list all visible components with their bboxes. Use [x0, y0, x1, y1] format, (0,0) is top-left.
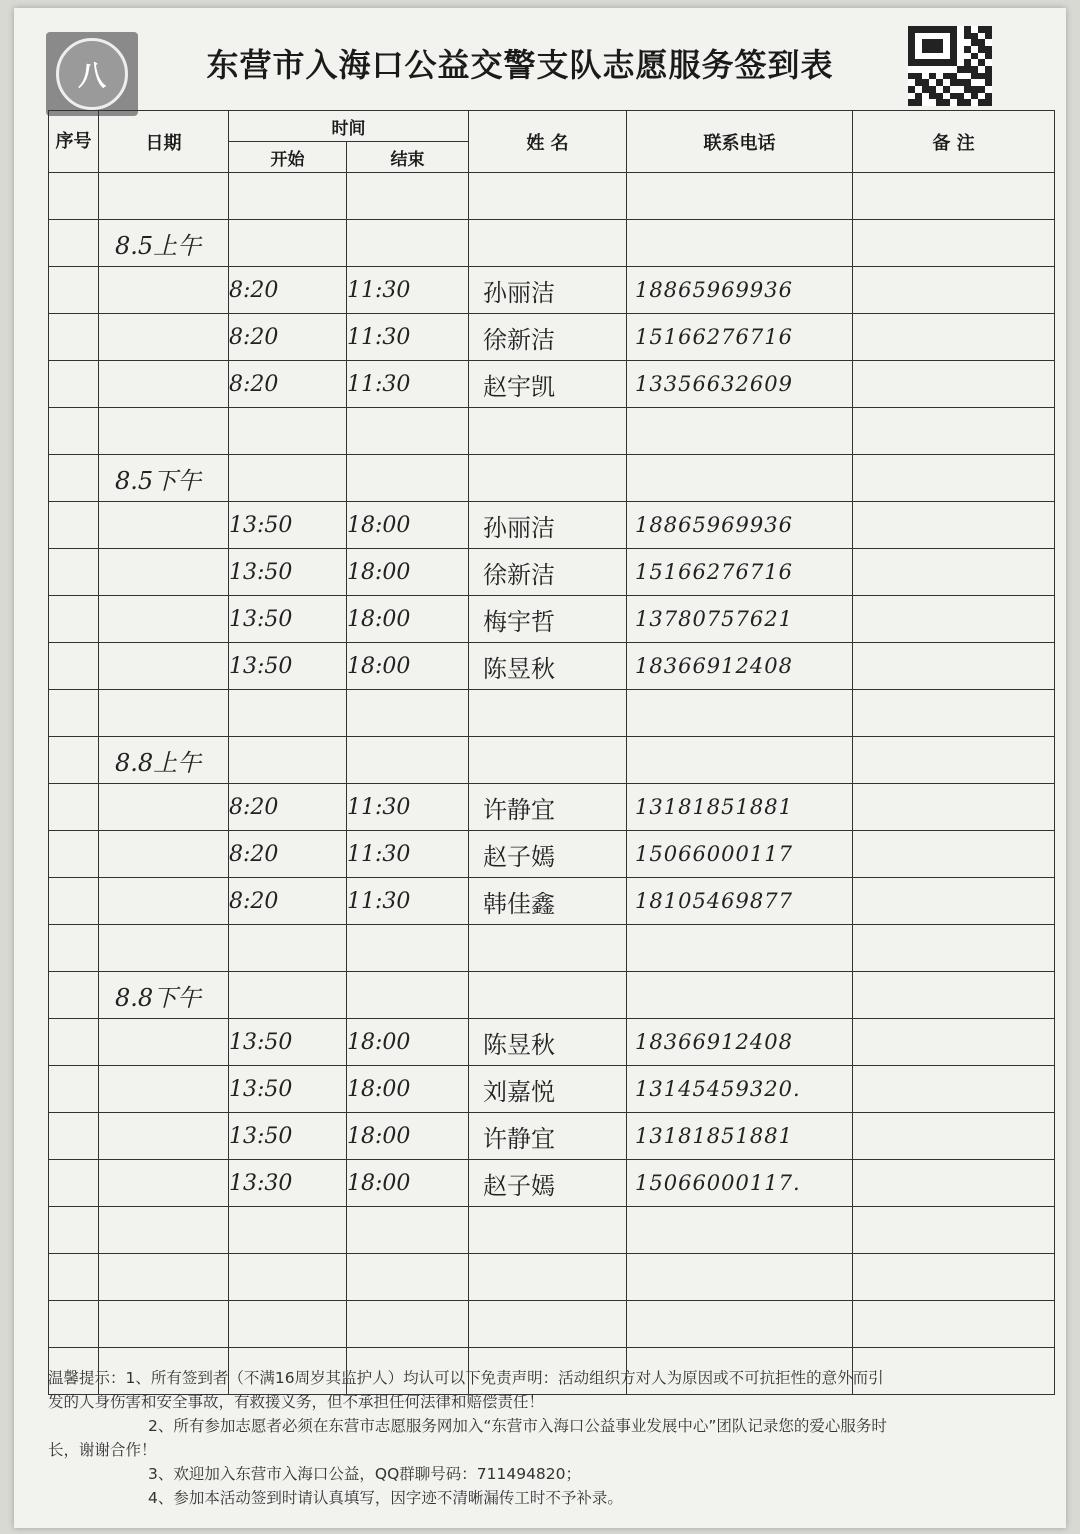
page-title: 东营市入海口公益交警支队志愿服务签到表 — [206, 46, 834, 84]
cell-start-time: 13:50 — [229, 1113, 347, 1160]
cell-remark — [853, 1301, 1055, 1348]
cell-name — [469, 972, 627, 1019]
table-row — [49, 408, 1055, 455]
cell-start-time: 8:20 — [229, 831, 347, 878]
note-line: 3、欢迎加入东营市入海口公益，QQ群聊号码：711494820； — [148, 1465, 582, 1483]
cell-seq — [49, 314, 99, 361]
cell-end-time: 18:00 — [347, 502, 469, 549]
cell-date — [99, 1207, 229, 1254]
cell-phone: 18366912408 — [627, 1019, 853, 1066]
table-row — [49, 878, 1055, 925]
cell-seq — [49, 408, 99, 455]
cell-seq — [49, 1160, 99, 1207]
cell-end-time: 18:00 — [347, 1113, 469, 1160]
cell-seq — [49, 173, 99, 220]
cell-seq — [49, 690, 99, 737]
cell-date — [99, 831, 229, 878]
cell-name: 梅宇哲 — [469, 596, 627, 643]
cell-end-time: 18:00 — [347, 549, 469, 596]
cell-start-time — [229, 690, 347, 737]
cell-end-time — [347, 1301, 469, 1348]
table-row — [49, 643, 1055, 690]
cell-date: 8.8下午 — [99, 972, 229, 1019]
cell-start-time — [229, 455, 347, 502]
cell-remark — [853, 220, 1055, 267]
column-header-start: 开始 — [229, 142, 347, 173]
table-row — [49, 1301, 1055, 1348]
cell-start-time — [229, 737, 347, 784]
cell-remark — [853, 784, 1055, 831]
cell-name — [469, 408, 627, 455]
cell-end-time: 18:00 — [347, 1066, 469, 1113]
cell-phone: 18366912408 — [627, 643, 853, 690]
cell-phone — [627, 173, 853, 220]
table-row — [49, 1066, 1055, 1113]
cell-remark — [853, 173, 1055, 220]
cell-name — [469, 1207, 627, 1254]
cell-date — [99, 549, 229, 596]
cell-phone: 18105469877 — [627, 878, 853, 925]
organization-logo — [46, 32, 138, 116]
cell-start-time — [229, 220, 347, 267]
cell-start-time — [229, 1301, 347, 1348]
table-row — [49, 173, 1055, 220]
cell-seq — [49, 267, 99, 314]
cell-start-time: 13:50 — [229, 1019, 347, 1066]
cell-phone — [627, 925, 853, 972]
cell-name: 赵子嫣 — [469, 831, 627, 878]
table-row — [49, 690, 1055, 737]
cell-remark — [853, 643, 1055, 690]
table-row — [49, 314, 1055, 361]
column-header-phone: 联系电话 — [627, 111, 853, 173]
cell-name: 许静宜 — [469, 1113, 627, 1160]
footer-notes — [48, 1366, 1048, 1510]
cell-end-time — [347, 173, 469, 220]
cell-end-time — [347, 1254, 469, 1301]
cell-name: 陈昱秋 — [469, 1019, 627, 1066]
cell-end-time: 18:00 — [347, 1160, 469, 1207]
cell-date: 8.5上午 — [99, 220, 229, 267]
cell-name — [469, 925, 627, 972]
cell-remark — [853, 596, 1055, 643]
cell-start-time — [229, 972, 347, 1019]
cell-remark — [853, 408, 1055, 455]
cell-start-time: 13:50 — [229, 643, 347, 690]
cell-seq — [49, 596, 99, 643]
cell-end-time — [347, 690, 469, 737]
note-line: 4、参加本活动签到时请认真填写，因字迹不清晰漏传工时不予补录。 — [148, 1489, 623, 1507]
cell-date — [99, 267, 229, 314]
cell-name — [469, 455, 627, 502]
cell-end-time — [347, 972, 469, 1019]
cell-seq — [49, 1207, 99, 1254]
cell-end-time: 11:30 — [347, 267, 469, 314]
cell-phone — [627, 737, 853, 784]
cell-phone — [627, 1301, 853, 1348]
cell-seq — [49, 643, 99, 690]
cell-seq — [49, 1066, 99, 1113]
cell-date — [99, 643, 229, 690]
cell-seq — [49, 455, 99, 502]
table-row — [49, 925, 1055, 972]
cell-phone: 13780757621 — [627, 596, 853, 643]
cell-seq — [49, 1019, 99, 1066]
cell-seq — [49, 737, 99, 784]
cell-phone — [627, 408, 853, 455]
cell-name: 刘嘉悦 — [469, 1066, 627, 1113]
cell-date — [99, 596, 229, 643]
cell-date — [99, 1301, 229, 1348]
note-line: 2、所有参加志愿者必须在东营市志愿服务网加入“东营市入海口公益事业发展中心”团队记录您的爱心服务时 — [148, 1417, 887, 1435]
table-row — [49, 220, 1055, 267]
table-row — [49, 784, 1055, 831]
cell-remark — [853, 1066, 1055, 1113]
column-header-end: 结束 — [347, 142, 469, 173]
cell-name: 陈昱秋 — [469, 643, 627, 690]
cell-seq — [49, 361, 99, 408]
sign-in-table — [48, 110, 1055, 1395]
cell-start-time: 13:30 — [229, 1160, 347, 1207]
cell-phone: 15166276716 — [627, 549, 853, 596]
cell-name: 徐新洁 — [469, 314, 627, 361]
cell-name: 赵子嫣 — [469, 1160, 627, 1207]
cell-end-time: 18:00 — [347, 596, 469, 643]
cell-phone: 15066000117. — [627, 1160, 853, 1207]
cell-remark — [853, 502, 1055, 549]
cell-phone: 18865969936 — [627, 267, 853, 314]
cell-start-time — [229, 1207, 347, 1254]
table-row — [49, 455, 1055, 502]
cell-remark — [853, 1160, 1055, 1207]
cell-name: 赵宇凯 — [469, 361, 627, 408]
cell-name — [469, 1301, 627, 1348]
cell-date — [99, 361, 229, 408]
cell-start-time — [229, 173, 347, 220]
column-header-date: 日期 — [99, 111, 229, 173]
cell-phone — [627, 972, 853, 1019]
cell-end-time: 11:30 — [347, 878, 469, 925]
cell-end-time — [347, 408, 469, 455]
logo-emblem-icon: 八 — [56, 38, 128, 110]
column-header-name: 姓 名 — [469, 111, 627, 173]
cell-phone — [627, 455, 853, 502]
table-row — [49, 1207, 1055, 1254]
cell-end-time: 18:00 — [347, 1019, 469, 1066]
note-line: 发的人身伤害和安全事故，有救援义务，但不承担任何法律和赔偿责任！ — [48, 1393, 545, 1411]
cell-end-time — [347, 737, 469, 784]
cell-remark — [853, 972, 1055, 1019]
cell-end-time: 11:30 — [347, 314, 469, 361]
note-line: 长，谢谢合作！ — [48, 1441, 157, 1459]
cell-name: 孙丽洁 — [469, 267, 627, 314]
table-header — [49, 111, 1055, 173]
table-row — [49, 596, 1055, 643]
cell-date — [99, 1066, 229, 1113]
cell-name — [469, 1254, 627, 1301]
cell-remark — [853, 878, 1055, 925]
cell-start-time: 8:20 — [229, 878, 347, 925]
cell-phone — [627, 220, 853, 267]
table-row — [49, 1113, 1055, 1160]
cell-seq — [49, 831, 99, 878]
table-body — [49, 173, 1055, 1395]
cell-seq — [49, 972, 99, 1019]
cell-name — [469, 737, 627, 784]
cell-end-time: 11:30 — [347, 784, 469, 831]
cell-name — [469, 220, 627, 267]
cell-name: 韩佳鑫 — [469, 878, 627, 925]
cell-seq — [49, 925, 99, 972]
cell-remark — [853, 314, 1055, 361]
cell-remark — [853, 831, 1055, 878]
cell-start-time — [229, 1254, 347, 1301]
cell-name: 徐新洁 — [469, 549, 627, 596]
cell-remark — [853, 1207, 1055, 1254]
cell-remark — [853, 549, 1055, 596]
cell-seq — [49, 1113, 99, 1160]
cell-date — [99, 502, 229, 549]
cell-end-time — [347, 925, 469, 972]
cell-date: 8.5下午 — [99, 455, 229, 502]
cell-date — [99, 408, 229, 455]
cell-remark — [853, 925, 1055, 972]
cell-phone: 15166276716 — [627, 314, 853, 361]
table-row — [49, 1019, 1055, 1066]
cell-date — [99, 925, 229, 972]
cell-start-time: 8:20 — [229, 314, 347, 361]
cell-remark — [853, 690, 1055, 737]
cell-seq — [49, 878, 99, 925]
cell-date — [99, 314, 229, 361]
cell-phone — [627, 1207, 853, 1254]
table-row — [49, 1160, 1055, 1207]
cell-date — [99, 1019, 229, 1066]
cell-start-time: 13:50 — [229, 549, 347, 596]
cell-end-time — [347, 220, 469, 267]
cell-phone: 15066000117 — [627, 831, 853, 878]
table-row — [49, 502, 1055, 549]
cell-start-time: 13:50 — [229, 596, 347, 643]
cell-name: 孙丽洁 — [469, 502, 627, 549]
cell-date — [99, 878, 229, 925]
table-row — [49, 831, 1055, 878]
cell-phone — [627, 1254, 853, 1301]
cell-phone: 13145459320. — [627, 1066, 853, 1113]
cell-remark — [853, 267, 1055, 314]
cell-start-time: 8:20 — [229, 267, 347, 314]
cell-date: 8.8上午 — [99, 737, 229, 784]
cell-phone: 13181851881 — [627, 784, 853, 831]
note-line: 温馨提示：1、所有签到者（不满16周岁其监护人）均认可以下免责声明：活动组织方对人为原因或不可抗拒性的意外而引 — [48, 1369, 884, 1387]
column-header-seq: 序号 — [49, 111, 99, 173]
cell-remark — [853, 455, 1055, 502]
cell-remark — [853, 1113, 1055, 1160]
cell-start-time: 13:50 — [229, 1066, 347, 1113]
cell-name: 许静宜 — [469, 784, 627, 831]
cell-end-time — [347, 1207, 469, 1254]
cell-name — [469, 690, 627, 737]
cell-remark — [853, 737, 1055, 784]
cell-seq — [49, 1254, 99, 1301]
cell-date — [99, 1113, 229, 1160]
table-row — [49, 1254, 1055, 1301]
cell-start-time: 8:20 — [229, 784, 347, 831]
cell-end-time — [347, 455, 469, 502]
cell-end-time: 18:00 — [347, 643, 469, 690]
cell-date — [99, 1254, 229, 1301]
cell-phone: 18865969936 — [627, 502, 853, 549]
column-header-time: 时间 — [229, 111, 469, 142]
cell-seq — [49, 784, 99, 831]
cell-remark — [853, 1019, 1055, 1066]
table-row — [49, 267, 1055, 314]
cell-start-time: 13:50 — [229, 502, 347, 549]
cell-start-time — [229, 408, 347, 455]
cell-end-time: 11:30 — [347, 361, 469, 408]
cell-seq — [49, 502, 99, 549]
cell-phone: 13356632609 — [627, 361, 853, 408]
cell-remark — [853, 1254, 1055, 1301]
cell-date — [99, 784, 229, 831]
column-header-remark: 备 注 — [853, 111, 1055, 173]
cell-start-time — [229, 925, 347, 972]
cell-phone: 13181851881 — [627, 1113, 853, 1160]
cell-date — [99, 173, 229, 220]
table-row — [49, 361, 1055, 408]
qr-code-icon — [908, 26, 992, 106]
table-row — [49, 737, 1055, 784]
cell-remark — [853, 361, 1055, 408]
cell-seq — [49, 220, 99, 267]
table-row — [49, 972, 1055, 1019]
cell-name — [469, 173, 627, 220]
table-row — [49, 549, 1055, 596]
cell-phone — [627, 690, 853, 737]
cell-start-time: 8:20 — [229, 361, 347, 408]
cell-seq — [49, 549, 99, 596]
cell-date — [99, 1160, 229, 1207]
cell-date — [99, 690, 229, 737]
cell-seq — [49, 1301, 99, 1348]
cell-end-time: 11:30 — [347, 831, 469, 878]
